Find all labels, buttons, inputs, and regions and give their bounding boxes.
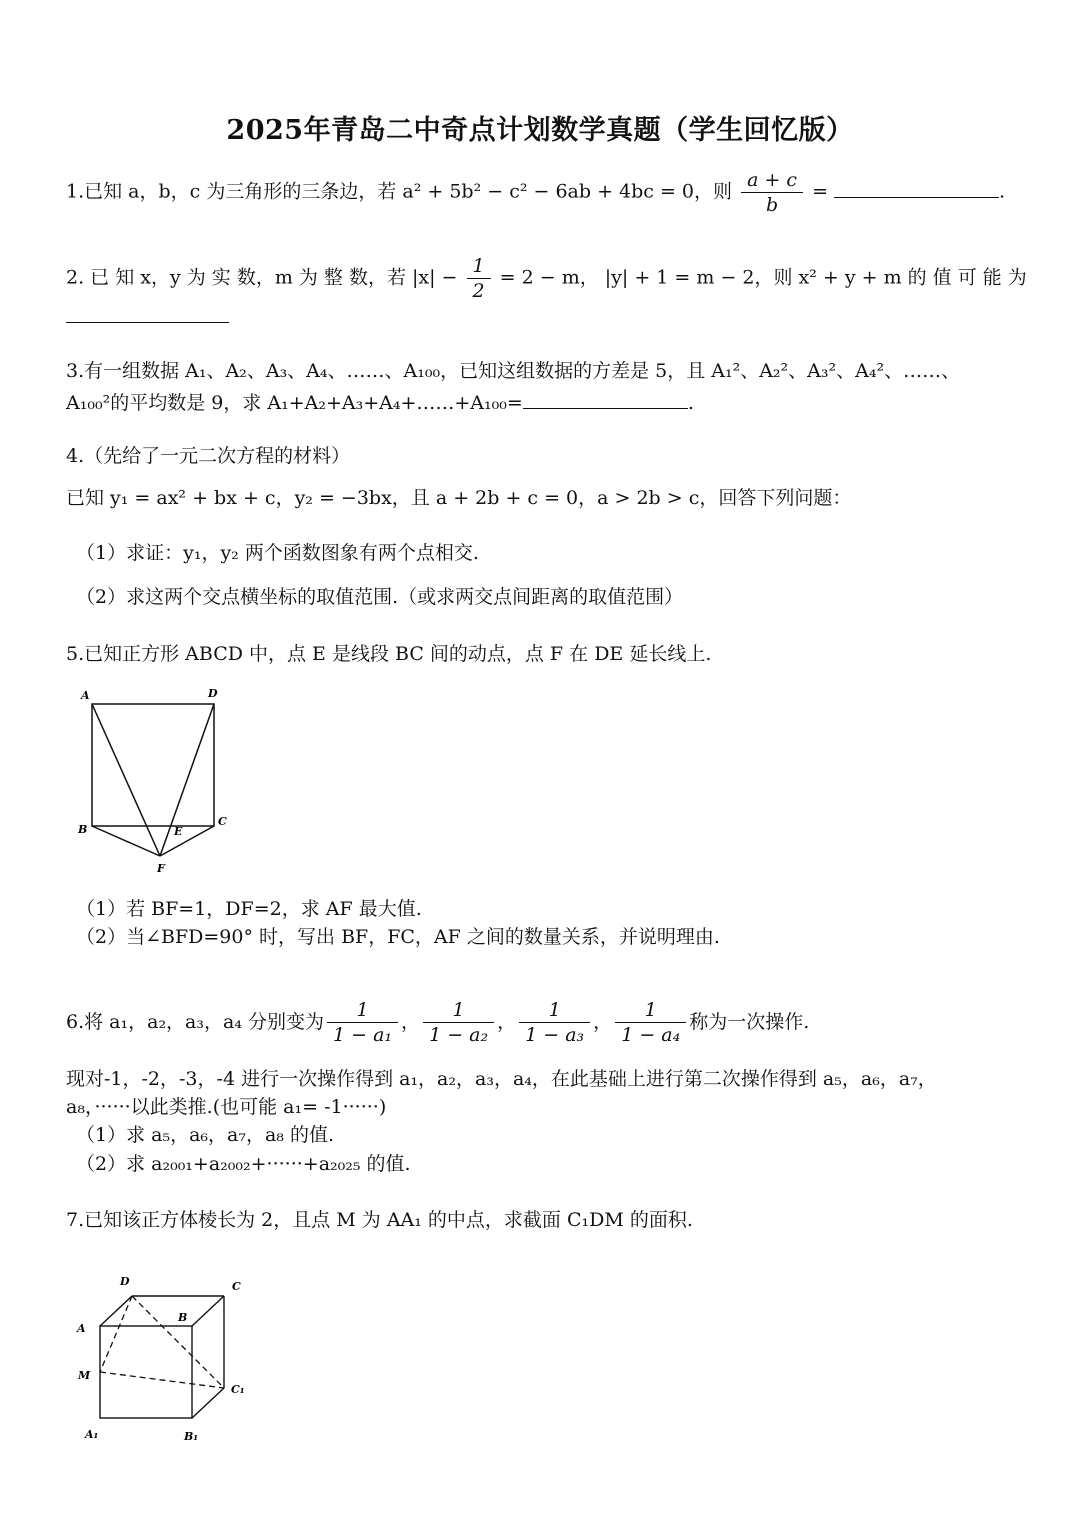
q6-line-2: 现对-1，-2，-3，-4 进行一次操作得到 a₁，a₂，a₃，a₄，在此基础上进行第二次操作得到 a₅，a₆，a₇， (66, 1068, 937, 1090)
q4-part-1: （1）求证：y₁，y₂ 两个函数图象有两个点相交. (76, 542, 479, 564)
q6-part-1: （1）求 a₅，a₆，a₇，a₈ 的值. (76, 1124, 334, 1146)
q1-frac-num: a + c (741, 168, 803, 193)
q3-line-1: 3.有一组数据 A₁、A₂、A₃、A₄、……、A₁₀₀，已知这组数据的方差是 5，且 A₁²、A₂²、A₃²、A₄²、……、 (66, 360, 961, 382)
q2-prefix: 2. 已 知 x，y 为 实 数，m 为 整 数，若 |x| − (66, 266, 458, 289)
section-edge-m-c1 (100, 1372, 224, 1388)
q6-frac-4-num: 1 (615, 998, 686, 1023)
q5-square-figure (70, 680, 240, 880)
cube-label-c1: C₁ (231, 1383, 245, 1396)
label-d: D (208, 687, 218, 700)
q4-given: 已知 y₁ = ax² + bx + c，y₂ = −3bx，且 a + 2b + c = 0，a > 2b > c，回答下列问题： (66, 487, 852, 509)
label-c: C (218, 815, 227, 828)
q6-fraction-4 (615, 998, 686, 1047)
cube-label-d: D (120, 1275, 130, 1288)
square-abcd (92, 704, 214, 826)
cube-edge-b1-c1 (192, 1388, 224, 1418)
cube-front-face (100, 1326, 192, 1418)
q1-frac-den: b (765, 194, 779, 216)
q6-frac-4-den: 1 − a₄ (621, 1023, 681, 1046)
q6-frac-2-num: 1 (423, 998, 494, 1023)
q2-frac-num: 1 (467, 254, 491, 279)
q7-head: 7.已知该正方体棱长为 2，且点 M 为 AA₁ 的中点，求截面 C₁DM 的面积. (66, 1209, 693, 1231)
q6-frac-3-den: 1 − a₃ (525, 1023, 585, 1046)
q6-frac-1-den: 1 − a₁ (333, 1023, 393, 1046)
q5-part-2: （2）当∠BFD=90° 时，写出 BF，FC，AF 之间的数量关系，并说明理由. (76, 926, 720, 948)
q5-part-1: （1）若 BF=1，DF=2，求 AF 最大值. (76, 898, 422, 920)
cube-label-a: A (77, 1322, 86, 1335)
q1-prefix: 1.已知 a，b，c 为三角形的三条边，若 a² + 5b² − c² − 6ab + 4bc = 0，则 (66, 180, 733, 203)
q3-end: . (687, 392, 694, 414)
q7-cube-figure (70, 1268, 260, 1448)
q6-suffix: 称为一次操作. (689, 1011, 810, 1033)
q4-part-2: （2）求这两个交点横坐标的取值范围.（或求两交点间距离的取值范围） (76, 586, 684, 608)
q6-frac-2-den: 1 − a₂ (429, 1023, 489, 1046)
question-1 (66, 168, 1005, 217)
q6-part-2: （2）求 a₂₀₀₁+a₂₀₀₂+······+a₂₀₂₅ 的值. (76, 1153, 411, 1175)
label-e: E (174, 825, 183, 838)
label-a: A (81, 689, 90, 702)
q2-answer-blank (66, 322, 229, 323)
q1-fraction (741, 168, 803, 217)
q6-frac-1-num: 1 (327, 998, 398, 1023)
q6-fraction-2 (423, 998, 494, 1047)
q5-head: 5.已知正方形 ABCD 中，点 E 是线段 BC 间的动点，点 F 在 DE 延长线上. (66, 643, 712, 665)
segment-df (160, 704, 214, 856)
q6-prefix: 6.将 a₁，a₂，a₃，a₄ 分别变为 (66, 1011, 324, 1033)
q2-fraction (467, 254, 491, 303)
q1-end: . (999, 180, 1006, 203)
label-f: F (157, 862, 165, 875)
section-edge-d-m (100, 1296, 132, 1372)
q6-line-3: a₈，······以此类推.(也可能 a₁= -1······) (66, 1096, 387, 1118)
segment-bf (92, 826, 160, 856)
question-2 (66, 254, 1027, 303)
q4-head: 4.（先给了一元二次方程的材料） (66, 445, 351, 467)
q1-suffix: = (812, 180, 828, 203)
q3-line-2-text: A₁₀₀²的平均数是 9，求 A₁+A₂+A₃+A₄+……+A₁₀₀= (66, 392, 523, 414)
segment-af (92, 704, 160, 856)
label-b: B (78, 823, 88, 836)
cube-edge-a-d (100, 1296, 132, 1326)
segment-cf (160, 826, 214, 856)
q6-head: 6.将 a₁，a₂，a₃，a₄ 分别变为 $\frac{1}{\text{1 − a₁}}$ ， $\frac{1}{\text{1 − a₂}}$ ， $\frac{1}{\text{1 − a₃}}$ ， $\frac{1}{\text{1 − a₄}}$ 称为一次操作. (66, 998, 810, 1046)
cube-label-m: M (78, 1369, 91, 1382)
cube-label-c: C (232, 1280, 241, 1293)
cube-label-a1: A₁ (85, 1428, 99, 1441)
q3-answer-blank (523, 388, 688, 409)
q1-answer-blank (834, 177, 999, 198)
q6-frac-3-num: 1 (519, 998, 590, 1023)
q2-middle: = 2 − m， |y| + 1 = m − 2，则 x² + y + m 的 值 可 能 为 (499, 266, 1027, 289)
q3-line-2 (66, 388, 694, 416)
q6-fraction-1 (327, 998, 398, 1047)
cube-edge-b-c (192, 1296, 224, 1326)
q2-frac-den: 2 (472, 280, 485, 302)
cube-label-b1: B₁ (184, 1430, 199, 1443)
page-title: 2025年青岛二中奇点计划数学真题（学生回忆版） (226, 115, 854, 146)
q6-fraction-3 (519, 998, 590, 1047)
cube-label-b: B (178, 1311, 188, 1324)
